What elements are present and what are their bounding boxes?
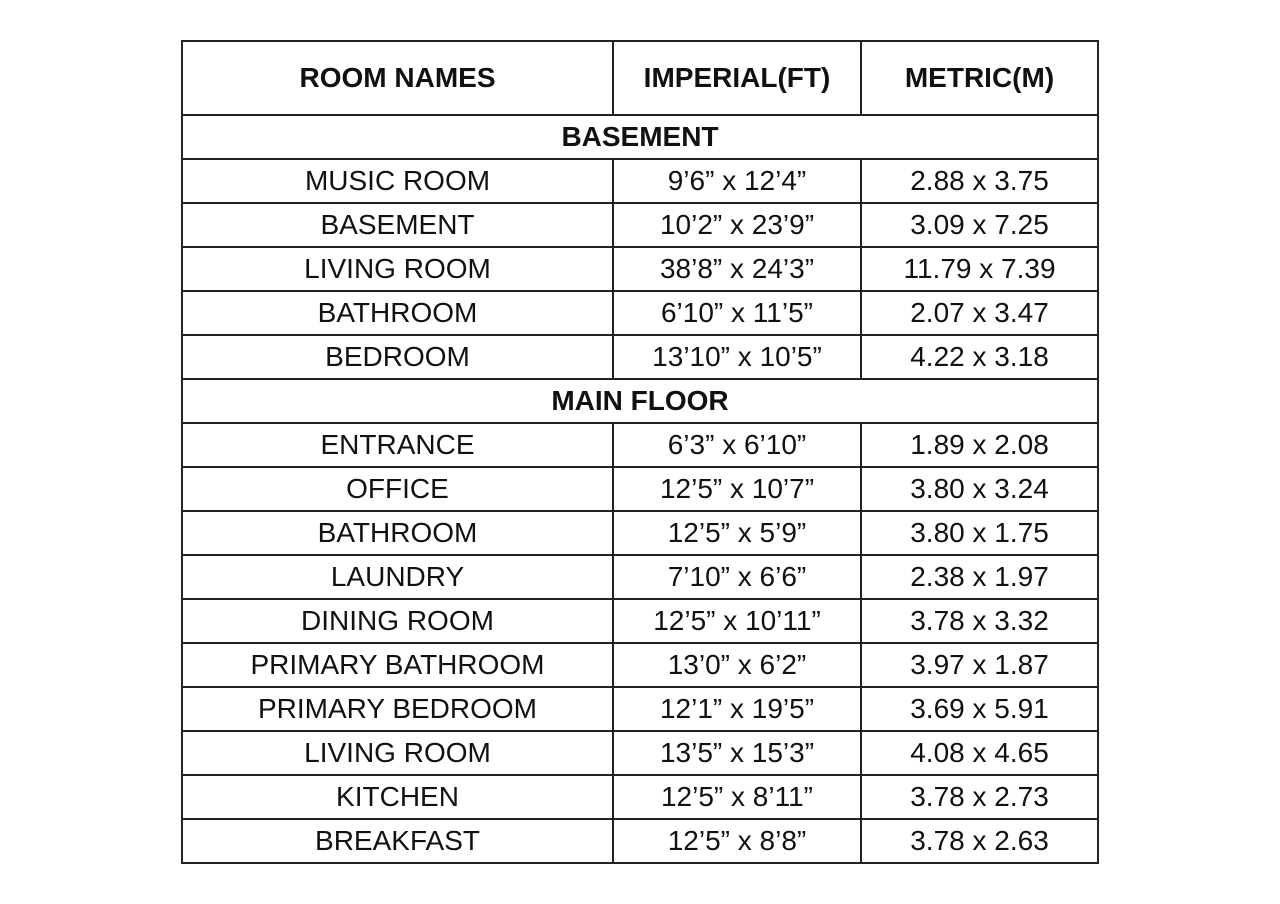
header-imperial: IMPERIAL(FT) bbox=[613, 41, 861, 115]
imperial-cell: 12’5” x 8’11” bbox=[613, 775, 861, 819]
metric-cell: 3.09 x 7.25 bbox=[861, 203, 1098, 247]
table-row bbox=[182, 423, 1098, 467]
imperial-cell: 12’5” x 8’8” bbox=[613, 819, 861, 863]
table-row bbox=[182, 819, 1098, 863]
section-row bbox=[182, 115, 1098, 159]
header-metric: METRIC(M) bbox=[861, 41, 1098, 115]
metric-cell: 1.89 x 2.08 bbox=[861, 423, 1098, 467]
room-name-cell: PRIMARY BATHROOM bbox=[182, 643, 613, 687]
table-row bbox=[182, 511, 1098, 555]
table-row bbox=[182, 335, 1098, 379]
room-name-cell: LIVING ROOM bbox=[182, 247, 613, 291]
metric-cell: 2.07 x 3.47 bbox=[861, 291, 1098, 335]
header-row bbox=[182, 41, 1098, 115]
imperial-cell: 10’2” x 23’9” bbox=[613, 203, 861, 247]
metric-cell: 3.80 x 3.24 bbox=[861, 467, 1098, 511]
room-name-cell: MUSIC ROOM bbox=[182, 159, 613, 203]
table-row bbox=[182, 643, 1098, 687]
section-row bbox=[182, 379, 1098, 423]
room-name-cell: BASEMENT bbox=[182, 203, 613, 247]
room-name-cell: LIVING ROOM bbox=[182, 731, 613, 775]
room-name-cell: BEDROOM bbox=[182, 335, 613, 379]
room-dimensions-table bbox=[181, 40, 1099, 864]
metric-cell: 11.79 x 7.39 bbox=[861, 247, 1098, 291]
imperial-cell: 6’10” x 11’5” bbox=[613, 291, 861, 335]
metric-cell: 3.78 x 2.63 bbox=[861, 819, 1098, 863]
imperial-cell: 7’10” x 6’6” bbox=[613, 555, 861, 599]
metric-cell: 3.97 x 1.87 bbox=[861, 643, 1098, 687]
table-row bbox=[182, 159, 1098, 203]
table-row bbox=[182, 247, 1098, 291]
table-row bbox=[182, 291, 1098, 335]
section-title-basement: BASEMENT bbox=[182, 115, 1098, 159]
room-name-cell: DINING ROOM bbox=[182, 599, 613, 643]
section-title-main-floor: MAIN FLOOR bbox=[182, 379, 1098, 423]
imperial-cell: 13’0” x 6’2” bbox=[613, 643, 861, 687]
room-name-cell: PRIMARY BEDROOM bbox=[182, 687, 613, 731]
room-dimensions-sheet bbox=[181, 40, 1097, 864]
imperial-cell: 13’5” x 15’3” bbox=[613, 731, 861, 775]
room-name-cell: BATHROOM bbox=[182, 511, 613, 555]
table-row bbox=[182, 687, 1098, 731]
metric-cell: 3.78 x 2.73 bbox=[861, 775, 1098, 819]
metric-cell: 3.69 x 5.91 bbox=[861, 687, 1098, 731]
header-room-names: ROOM NAMES bbox=[182, 41, 613, 115]
imperial-cell: 38’8” x 24’3” bbox=[613, 247, 861, 291]
metric-cell: 4.08 x 4.65 bbox=[861, 731, 1098, 775]
metric-cell: 3.80 x 1.75 bbox=[861, 511, 1098, 555]
imperial-cell: 12’5” x 5’9” bbox=[613, 511, 861, 555]
room-name-cell: ENTRANCE bbox=[182, 423, 613, 467]
imperial-cell: 13’10” x 10’5” bbox=[613, 335, 861, 379]
table-row bbox=[182, 599, 1098, 643]
metric-cell: 2.88 x 3.75 bbox=[861, 159, 1098, 203]
room-name-cell: BATHROOM bbox=[182, 291, 613, 335]
metric-cell: 2.38 x 1.97 bbox=[861, 555, 1098, 599]
table-row bbox=[182, 467, 1098, 511]
imperial-cell: 12’5” x 10’7” bbox=[613, 467, 861, 511]
room-name-cell: BREAKFAST bbox=[182, 819, 613, 863]
imperial-cell: 6’3” x 6’10” bbox=[613, 423, 861, 467]
table-row bbox=[182, 203, 1098, 247]
metric-cell: 4.22 x 3.18 bbox=[861, 335, 1098, 379]
room-name-cell: OFFICE bbox=[182, 467, 613, 511]
metric-cell: 3.78 x 3.32 bbox=[861, 599, 1098, 643]
room-name-cell: LAUNDRY bbox=[182, 555, 613, 599]
room-name-cell: KITCHEN bbox=[182, 775, 613, 819]
table-row bbox=[182, 731, 1098, 775]
table-row bbox=[182, 775, 1098, 819]
table-row bbox=[182, 555, 1098, 599]
imperial-cell: 12’5” x 10’11” bbox=[613, 599, 861, 643]
imperial-cell: 12’1” x 19’5” bbox=[613, 687, 861, 731]
imperial-cell: 9’6” x 12’4” bbox=[613, 159, 861, 203]
